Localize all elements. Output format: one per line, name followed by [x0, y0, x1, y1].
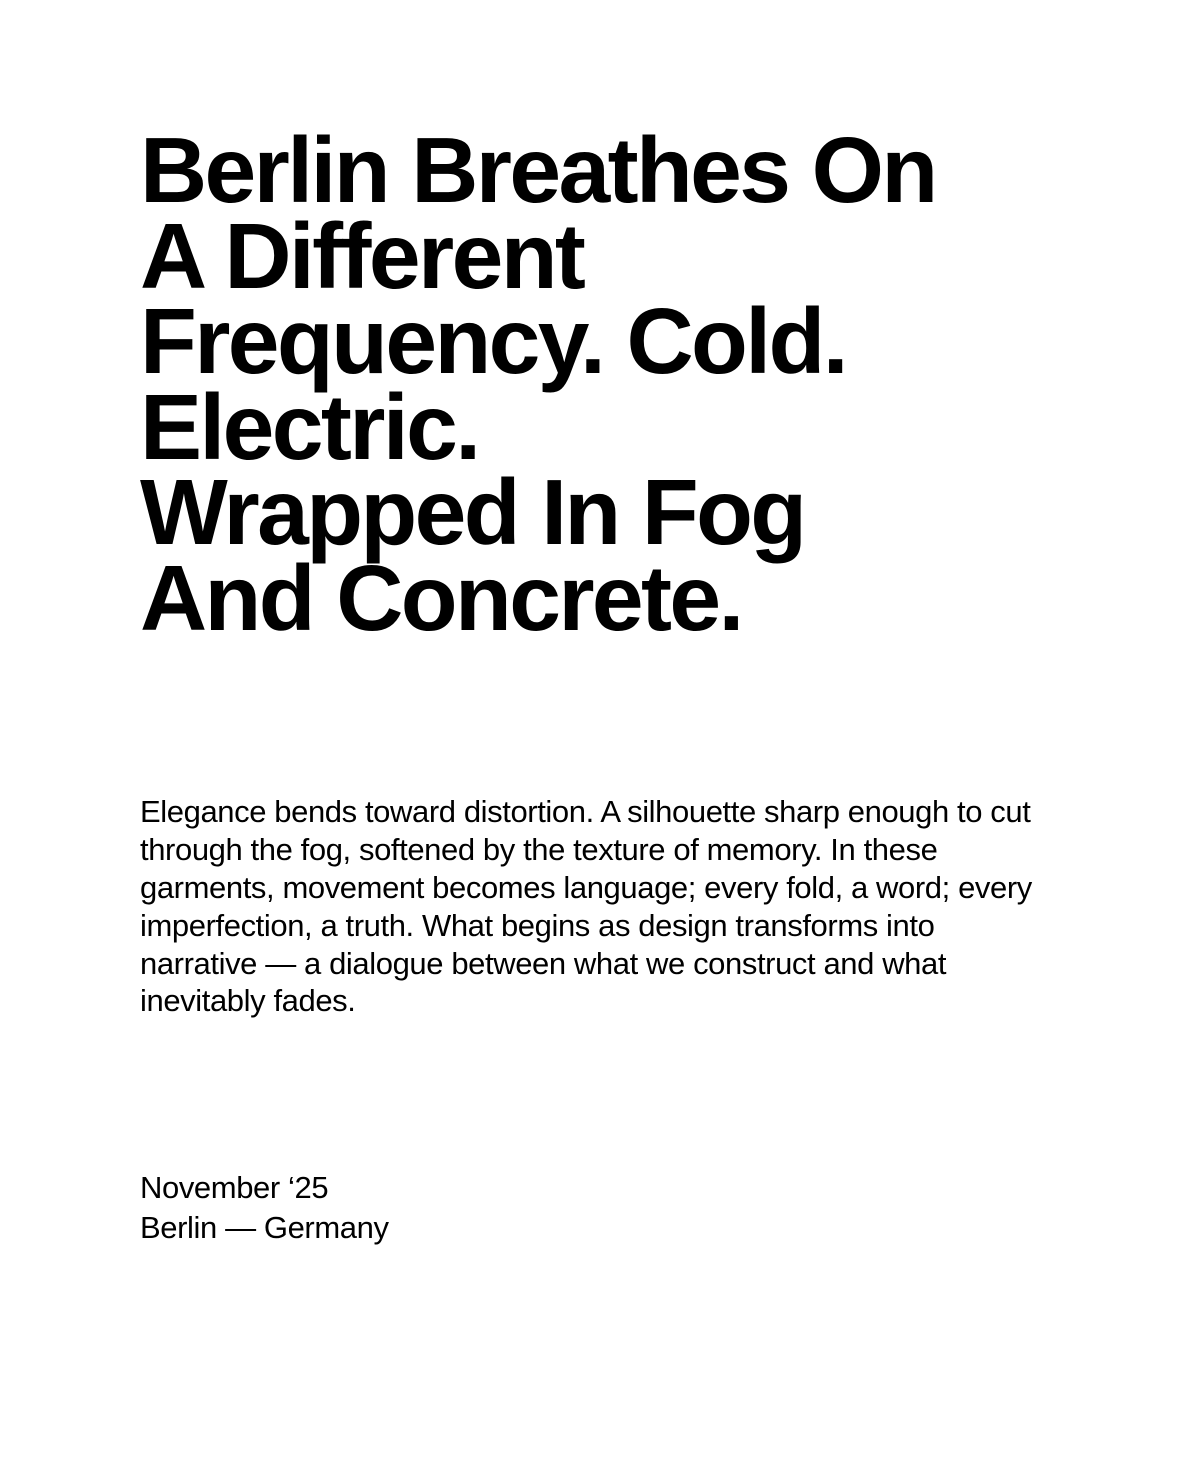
- headline-line: Wrapped In Fog: [140, 460, 805, 565]
- headline-line: Berlin Breathes On: [140, 118, 936, 222]
- headline-line: A Different: [140, 203, 584, 308]
- meta-location: Berlin — Germany: [140, 1209, 389, 1245]
- meta-date: November ‘25: [140, 1170, 329, 1206]
- headline-line: Electric.: [140, 374, 479, 479]
- headline-line: Frequency. Cold.: [140, 289, 846, 394]
- page-title: [140, 0, 1040, 650]
- headline-line: And Concrete.: [140, 545, 742, 650]
- poster-meta: [140, 1020, 1040, 1247]
- body-paragraph: Elegance bends toward distortion. A silhouette sharp enough to cut through the fog, softened by the texture of memory. In these garments, movement becomes language; every fold, a word; every imperfection, a truth. What begins as design transforms into narrative — a dialogue between what we construct and what inevitably fades.: [140, 794, 1032, 1019]
